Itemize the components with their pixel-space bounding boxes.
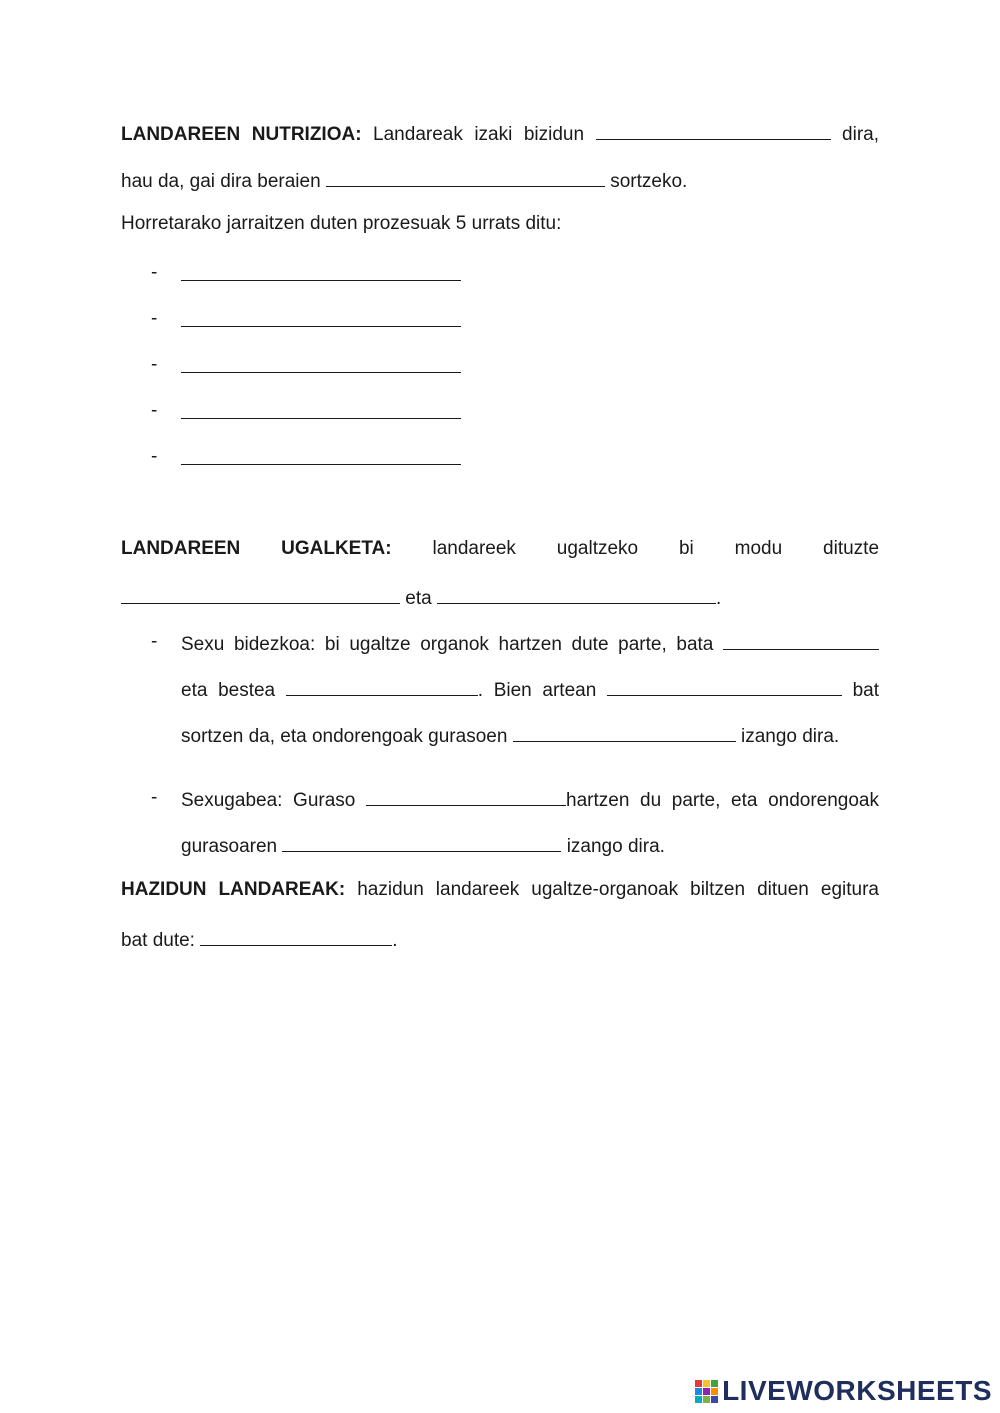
- logo-grid-cell: [695, 1380, 702, 1387]
- blank-asexual-2[interactable]: [282, 833, 561, 852]
- logo-grid-cell: [711, 1396, 718, 1403]
- nutrition-text-1: Landareak izaki bizidun: [373, 124, 585, 145]
- blank-step-2[interactable]: [181, 308, 461, 327]
- liveworksheets-logo[interactable]: [695, 1375, 992, 1407]
- sexual-text-2: [181, 677, 879, 702]
- logo-grid-cell: [703, 1380, 710, 1387]
- logo-grid-cell: [711, 1380, 718, 1387]
- blank-sexual-4[interactable]: [513, 723, 736, 742]
- nutrition-text-2: hau da, gai dira beraien: [121, 171, 321, 192]
- logo-grid-cell: [711, 1388, 718, 1395]
- reproduction-line-2: [121, 585, 879, 610]
- bullet-dash: -: [151, 631, 158, 652]
- logo-grid-cell: [695, 1396, 702, 1403]
- asexual-text-1: [181, 787, 879, 812]
- nutrition-heading: LANDAREEN NUTRIZIOA:: [121, 124, 362, 145]
- asexual-text-1b: hartzen du parte, eta ondorengoak: [566, 790, 879, 811]
- nutrition-text-1-end: dira,: [842, 124, 880, 145]
- logo-grid-cell: [695, 1388, 702, 1395]
- logo-grid-cell: [703, 1396, 710, 1403]
- logo-grid-cell: [703, 1388, 710, 1395]
- sexual-text-1-body: Sexu bidezkoa: bi ugaltze organok hartzen dute parte, bata: [181, 634, 714, 655]
- reproduction-word: dituzte: [823, 538, 880, 559]
- liveworksheets-grid-icon: [695, 1380, 718, 1403]
- nutrition-line-2: [121, 168, 879, 193]
- asexual-text-2b: izango dira.: [566, 836, 665, 857]
- reproduction-period: .: [715, 588, 722, 609]
- blank-reproduction-1[interactable]: [121, 585, 400, 604]
- sexual-text-2c: bat: [852, 680, 879, 701]
- reproduction-line-1: [121, 538, 879, 560]
- reproduction-word: landareek: [432, 538, 516, 559]
- asexual-text-1a: Sexugabea: Guraso: [181, 790, 356, 811]
- nutrition-line-3: Horretarako jarraitzen duten prozesuak 5 urrats ditu:: [121, 213, 562, 234]
- bullet-dash: -: [151, 262, 158, 283]
- sexual-text-1: [181, 631, 879, 656]
- bullet-dash: -: [151, 787, 158, 808]
- blank-step-1[interactable]: [181, 262, 461, 281]
- sexual-text-3: [181, 723, 879, 748]
- blank-nutrition-2[interactable]: [326, 168, 605, 187]
- blank-asexual-1[interactable]: [366, 787, 566, 806]
- seed-plants-heading: HAZIDUN LANDAREAK:: [121, 879, 346, 900]
- sexual-text-3b: izango dira.: [740, 726, 840, 747]
- reproduction-word: modu: [734, 538, 783, 559]
- blank-sexual-1[interactable]: [723, 631, 879, 650]
- seed-plants-line-1: [121, 879, 879, 901]
- sexual-text-2b: . Bien artean: [477, 680, 597, 701]
- blank-nutrition-1[interactable]: [596, 121, 831, 140]
- blank-step-5[interactable]: [181, 446, 461, 465]
- sexual-text-2a: eta bestea: [181, 680, 276, 701]
- asexual-text-2a: gurasoaren: [181, 836, 278, 857]
- blank-sexual-3[interactable]: [607, 677, 842, 696]
- reproduction-eta: eta: [405, 588, 432, 609]
- nutrition-line-1: [121, 121, 879, 146]
- reproduction-word: ugaltzeko: [556, 538, 639, 559]
- blank-reproduction-2[interactable]: [437, 585, 716, 604]
- seed-plants-text-2: bat dute:: [121, 930, 195, 951]
- bullet-dash: -: [151, 400, 158, 421]
- blank-step-4[interactable]: [181, 400, 461, 419]
- blank-sexual-2[interactable]: [286, 677, 478, 696]
- seed-plants-period: .: [392, 930, 398, 951]
- seed-plants-text-1: hazidun landareek ugaltze-organoak biltzen dituen egitura: [357, 879, 879, 900]
- sexual-text-3a: sortzen da, eta ondorengoak gurasoen: [181, 726, 508, 747]
- logo-text: LIVEWORKSHEETS: [722, 1375, 992, 1406]
- reproduction-heading: LANDAREEN UGALKETA:: [121, 538, 392, 559]
- reproduction-word: bi: [678, 538, 694, 559]
- bullet-dash: -: [151, 308, 158, 329]
- seed-plants-line-2: [121, 927, 879, 952]
- blank-step-3[interactable]: [181, 354, 461, 373]
- bullet-dash: -: [151, 354, 158, 375]
- blank-seed-plants-1[interactable]: [200, 927, 392, 946]
- nutrition-text-2-end: sortzeko.: [610, 171, 688, 192]
- asexual-text-2: [181, 833, 879, 858]
- bullet-dash: -: [151, 446, 158, 467]
